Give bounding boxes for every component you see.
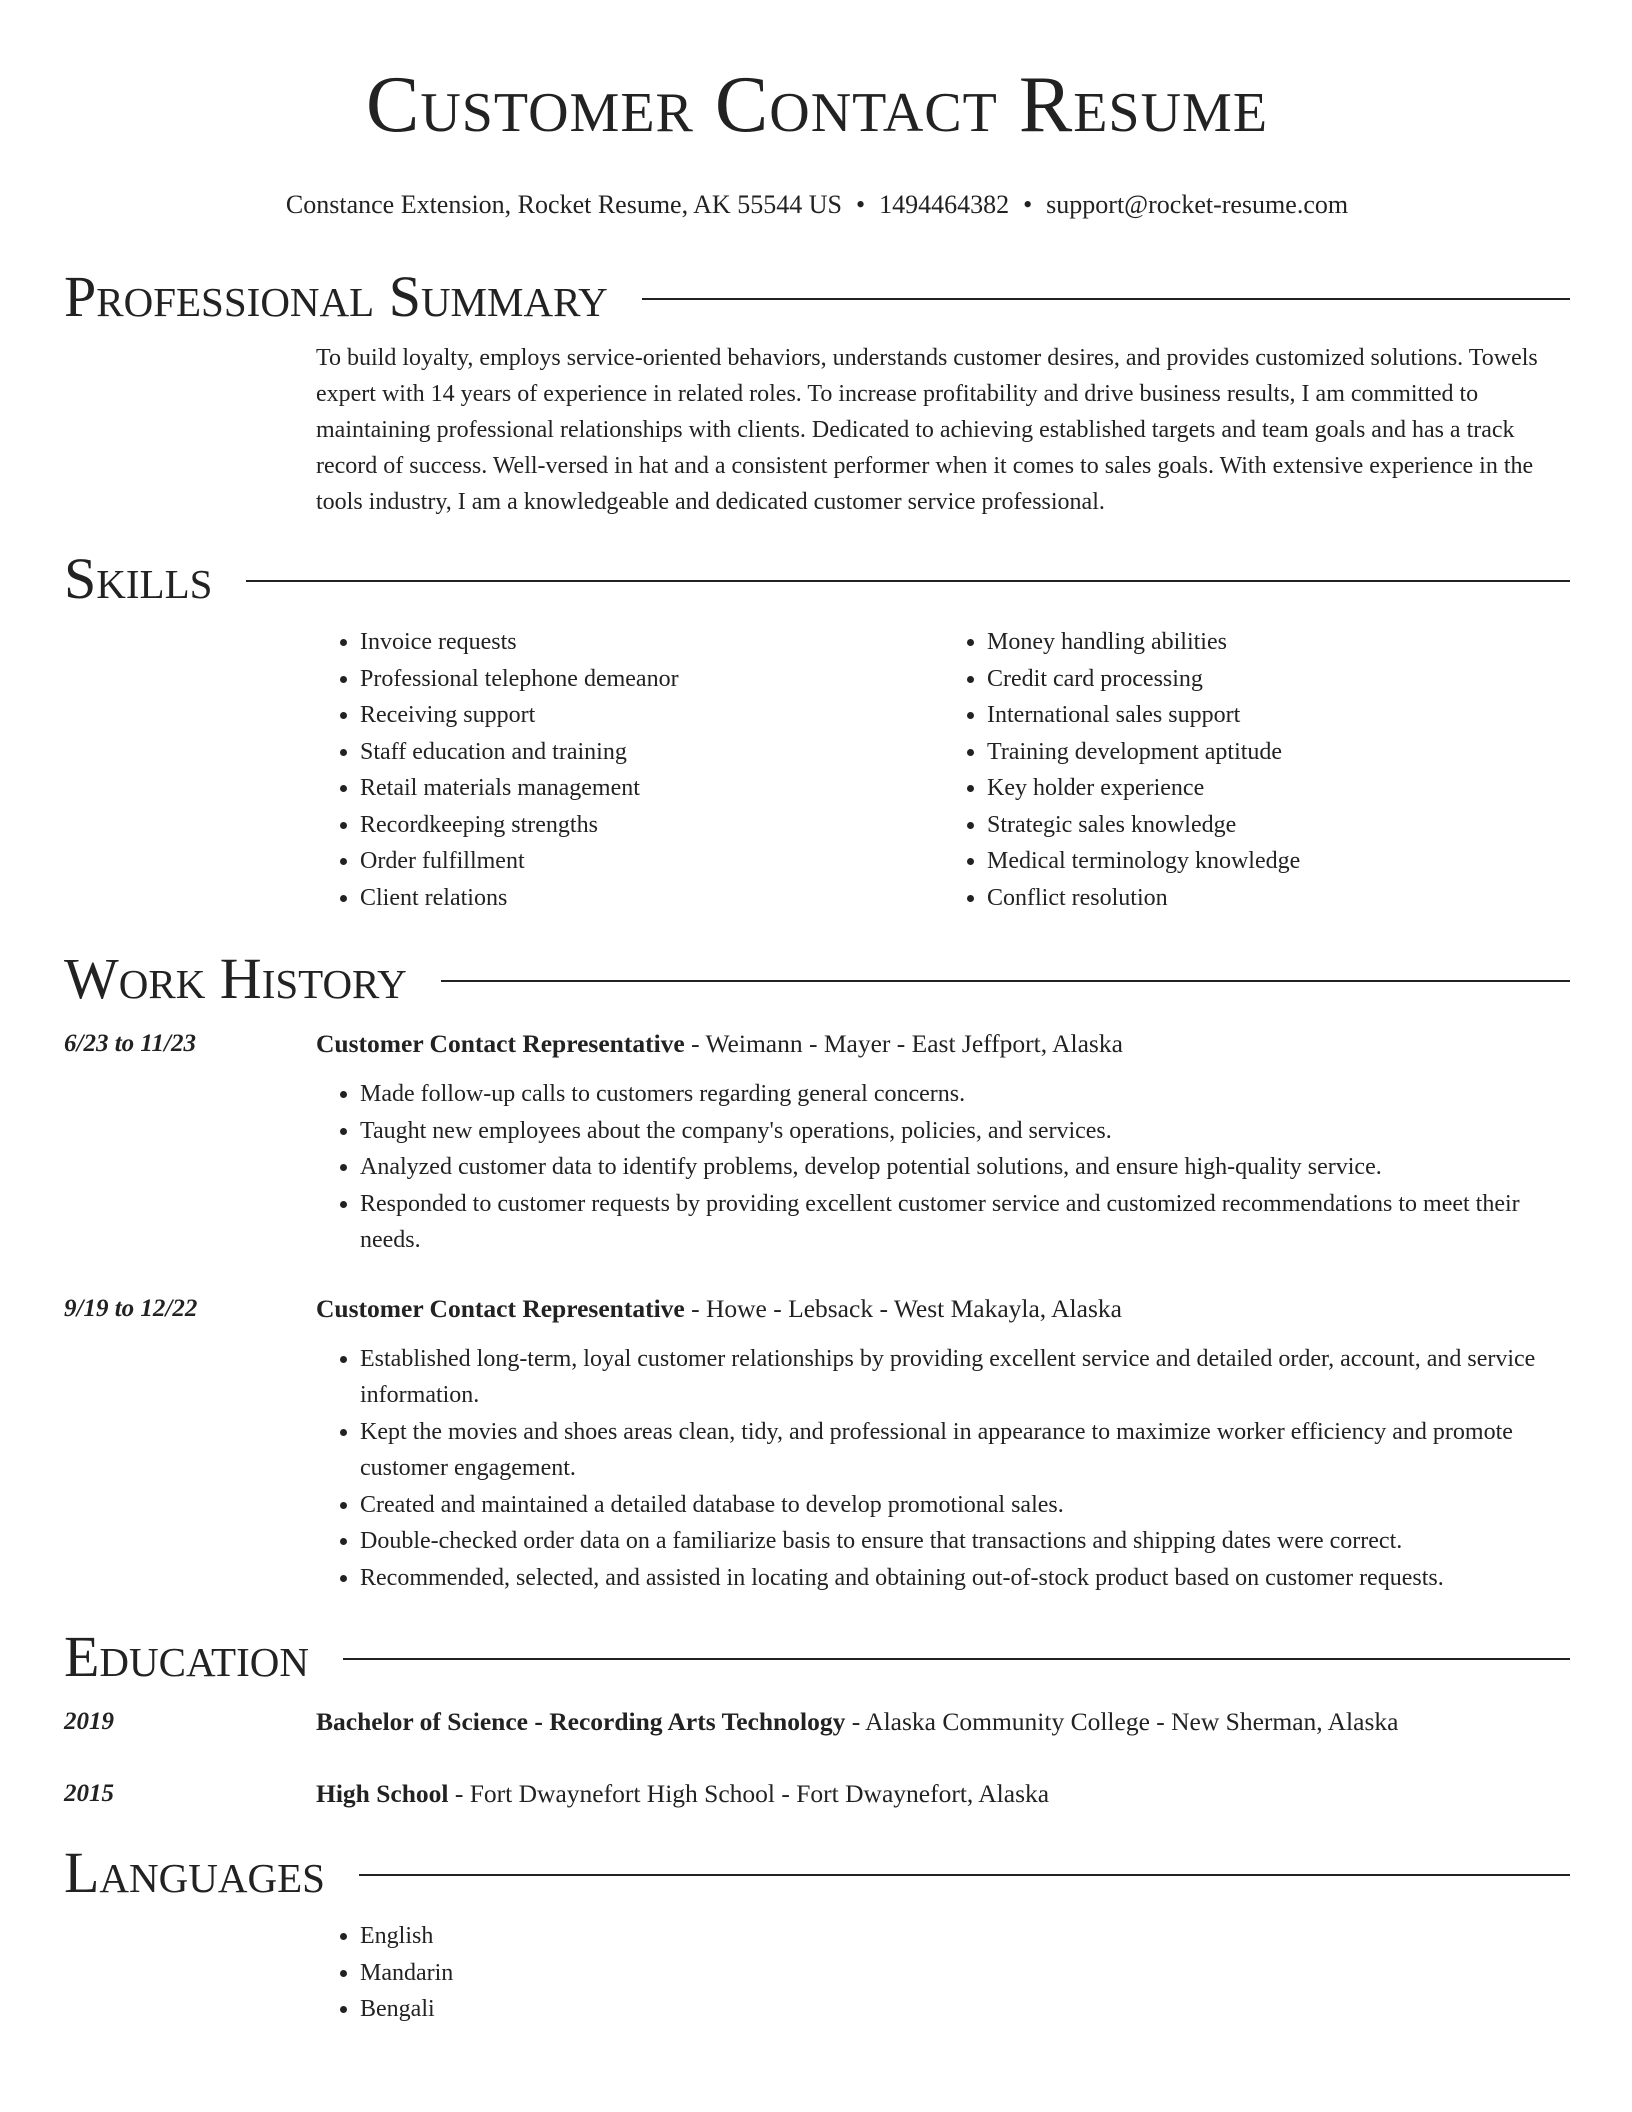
skills-list-left: [316, 624, 943, 916]
summary-text: To build loyalty, employs service-oriented behaviors, understands customer desires, and provides customized solutions. Towels expert with 14 years of experience in related roles. To increase profitability and drive business results, I am committed to maintaining professional relationships with clients. Dedicated to achieving established targets and team goals and has a track record of success. Well-versed in hat and a consistent performer when it comes to sales goals. With extensive experience in the tools industry, I am a knowledgeable and dedicated customer service professional.: [316, 345, 1538, 515]
skills-section-header: [64, 544, 1570, 614]
skill-item: • International sales support: [987, 697, 1570, 734]
skill-item: • Staff education and training: [360, 734, 943, 771]
language-item: • Mandarin: [360, 1955, 1570, 1992]
education-section-header: [64, 1622, 1570, 1692]
section-divider: [246, 580, 1570, 582]
resume-page: [64, 0, 1570, 2028]
education-degree: High School: [316, 1779, 449, 1808]
skill-item: • Training development aptitude: [987, 734, 1570, 771]
education-headline: [316, 1704, 1570, 1740]
job-duty: • Made follow-up calls to customers regarding general concerns.: [360, 1076, 1570, 1113]
education-school: - Fort Dwaynefort High School - Fort Dwaynefort, Alaska: [448, 1779, 1050, 1808]
skill-item: • Recordkeeping strengths: [360, 807, 943, 844]
section-divider: [441, 980, 1570, 982]
job-duty: • Kept the movies and shoes areas clean, tidy, and professional in appearance to maximize worker efficiency and promote customer engagement.: [360, 1414, 1570, 1487]
skill-item: • Medical terminology knowledge: [987, 843, 1570, 880]
job-duty: • Double-checked order data on a familiarize basis to ensure that transactions and shipping dates were correct.: [360, 1523, 1570, 1560]
skill-item: • Professional telephone demeanor: [360, 661, 943, 698]
education-school: - Alaska Community College - New Sherman, Alaska: [845, 1707, 1399, 1736]
resume-title: Customer Contact Resume: [365, 61, 1269, 149]
education-entry: [64, 1704, 1570, 1740]
education-headline: [316, 1776, 1570, 1812]
job-duty: • Created and maintained a detailed database to develop promotional sales.: [360, 1487, 1570, 1524]
skill-item: • Client relations: [360, 880, 943, 917]
summary-section-header: [64, 262, 1570, 332]
languages-body: [316, 1918, 1570, 2028]
language-item: • Bengali: [360, 1991, 1570, 2028]
skill-item: • Key holder experience: [987, 770, 1570, 807]
job-duty: • Responded to customer requests by providing excellent customer service and customized recommendations to meet their needs.: [360, 1186, 1570, 1259]
contact-address: Constance Extension, Rocket Resume, AK 55544 US: [285, 190, 842, 219]
education-entry: [64, 1776, 1570, 1812]
language-item: • English: [360, 1918, 1570, 1955]
education-body: [316, 1704, 1570, 1740]
job-title: Customer Contact Representative: [316, 1029, 685, 1058]
job-duty: • Recommended, selected, and assisted in locating and obtaining out-of-stock product based on customer requests.: [360, 1560, 1570, 1597]
job-headline: [316, 1026, 1570, 1062]
contact-separator: •: [1023, 190, 1033, 219]
job-body: [316, 1291, 1570, 1597]
skills-heading: Skills: [64, 546, 213, 611]
job-headline: [316, 1291, 1570, 1327]
skill-item: • Money handling abilities: [987, 624, 1570, 661]
job-entry: [64, 1026, 1570, 1259]
skills-grid: [316, 624, 1570, 916]
work-heading: Work History: [64, 946, 407, 1011]
summary-heading: Professional Summary: [64, 264, 608, 329]
job-duty: • Established long-term, loyal customer relationships by providing excellent service and detailed order, account, and service information.: [360, 1341, 1570, 1414]
section-divider: [642, 298, 1570, 300]
skill-item: • Strategic sales knowledge: [987, 807, 1570, 844]
skill-item: • Conflict resolution: [987, 880, 1570, 917]
work-section-header: [64, 944, 1570, 1014]
job-dates: 6/23 to 11/23: [64, 1030, 196, 1057]
education-degree: Bachelor of Science - Recording Arts Technology: [316, 1707, 846, 1736]
contact-email: support@rocket-resume.com: [1046, 190, 1349, 219]
skill-item: • Retail materials management: [360, 770, 943, 807]
languages-list: [316, 1918, 1570, 2028]
section-divider: [359, 1874, 1570, 1876]
languages-heading: Languages: [64, 1840, 325, 1905]
job-duties: [316, 1076, 1570, 1259]
job-entry: [64, 1291, 1570, 1597]
education-year: 2015: [64, 1780, 114, 1807]
job-employer: - Weimann - Mayer - East Jeffport, Alaska: [684, 1029, 1123, 1058]
skill-item: • Order fulfillment: [360, 843, 943, 880]
education-heading: Education: [64, 1624, 309, 1689]
skill-item: • Credit card processing: [987, 661, 1570, 698]
job-body: [316, 1026, 1570, 1259]
summary-body: [316, 340, 1570, 520]
section-divider: [343, 1658, 1570, 1660]
skills-list-right: [943, 624, 1570, 916]
skill-item: • Receiving support: [360, 697, 943, 734]
contact-phone: 1494464382: [879, 190, 1010, 219]
job-duty: • Taught new employees about the company's operations, policies, and services.: [360, 1113, 1570, 1150]
languages-section-header: [64, 1838, 1570, 1908]
education-body: [316, 1776, 1570, 1812]
job-title: Customer Contact Representative: [316, 1293, 685, 1323]
job-employer: - Howe - Lebsack - West Makayla, Alaska: [684, 1293, 1122, 1323]
skill-item: • Invoice requests: [360, 624, 943, 661]
contact-line: [64, 188, 1570, 222]
job-duty: • Analyzed customer data to identify problems, develop potential solutions, and ensure high-quality service.: [360, 1149, 1570, 1186]
job-duties: [316, 1341, 1570, 1597]
contact-separator: •: [855, 190, 866, 219]
education-year: 2019: [64, 1708, 114, 1735]
job-dates: 9/19 to 12/22: [64, 1294, 198, 1322]
